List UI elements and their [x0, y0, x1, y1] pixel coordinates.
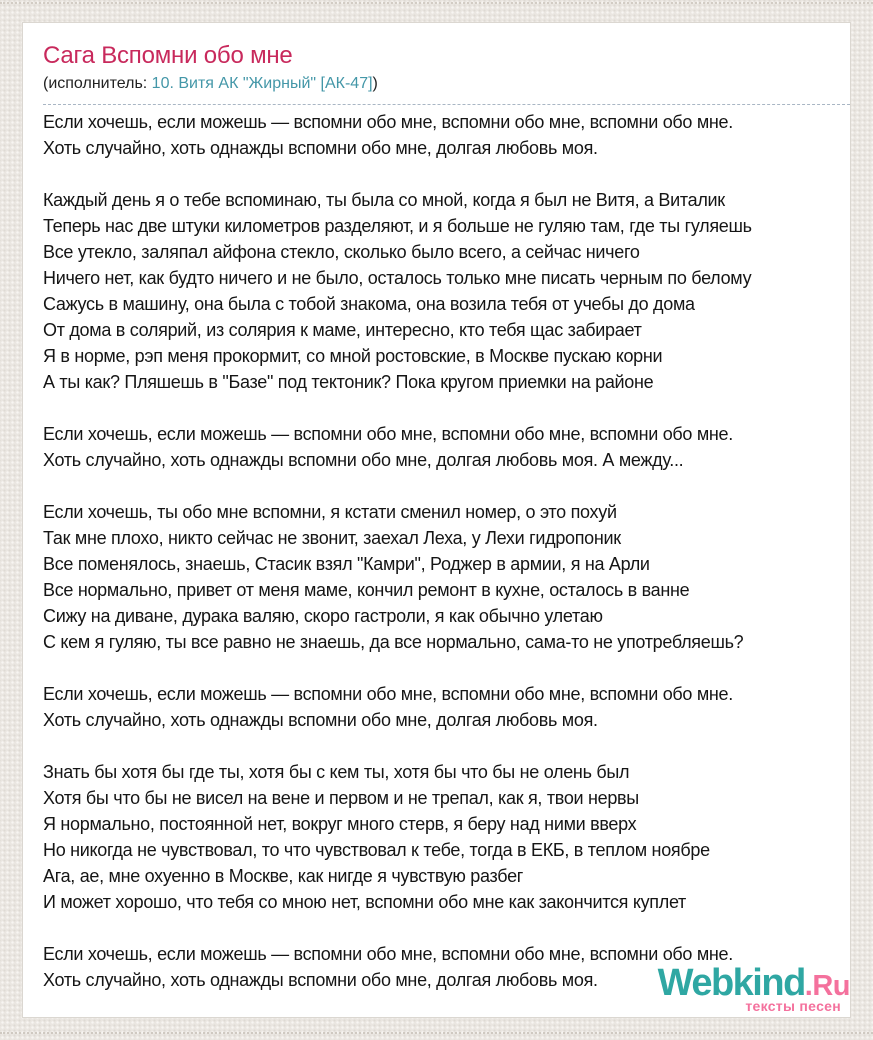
- webkind-logo-main: Webkind: [657, 962, 805, 1004]
- webkind-logo-suffix: .Ru: [804, 970, 850, 1002]
- top-dotted-divider: [0, 2, 873, 4]
- page-title: Сага Вспомни обо мне: [43, 42, 293, 69]
- artist-label: (исполнитель:: [43, 75, 152, 92]
- lyric-line: А ты как? Пляшешь в "Базе" под тектоник? Пока кругом приемки на районе: [43, 369, 850, 395]
- lyric-line: Знать бы хотя бы где ты, хотя бы с кем ты, хотя бы что бы не олень был: [43, 759, 850, 785]
- lyric-line: Если хочешь, если можешь — вспомни обо мне, вспомни обо мне, вспомни обо мне.: [43, 421, 850, 447]
- lyric-line: Каждый день я о тебе вспоминаю, ты была со мной, когда я был не Витя, а Виталик: [43, 187, 850, 213]
- artist-row: [43, 71, 850, 105]
- lyric-line: Я нормально, постоянной нет, вокруг много стерв, я беру над ними вверх: [43, 811, 850, 837]
- lyric-line: Все поменялось, знаешь, Стасик взял "Камри", Роджер в армии, я на Арли: [43, 551, 850, 577]
- lyric-line: Хоть случайно, хоть однажды вспомни обо мне, долгая любовь моя.: [43, 967, 850, 993]
- lyric-line: От дома в солярий, из солярия к маме, интересно, кто тебя щас забирает: [43, 317, 850, 343]
- lyric-line: И может хорошо, что тебя со мною нет, вспомни обо мне как закончится куплет: [43, 889, 850, 915]
- lyric-line: Ага, ае, мне охуенно в Москве, как нигде я чувствую разбег: [43, 863, 850, 889]
- lyric-line: Теперь нас две штуки километров разделяют, и я больше не гуляю там, где ты гуляешь: [43, 213, 850, 239]
- webkind-logo-tagline: тексты песен: [745, 998, 841, 1014]
- lyric-line: Сижу на диване, дурака валяю, скоро гастроли, я как обычно улетаю: [43, 603, 850, 629]
- stanza: [43, 187, 850, 395]
- lyric-line: Если хочешь, если можешь — вспомни обо мне, вспомни обо мне, вспомни обо мне.: [43, 941, 850, 967]
- lyric-line: Хоть случайно, хоть однажды вспомни обо мне, долгая любовь моя.: [43, 707, 850, 733]
- stanza: [43, 499, 850, 655]
- lyric-line: С кем я гуляю, ты все равно не знаешь, да все нормально, сама-то не употребляешь?: [43, 629, 850, 655]
- stanza: [43, 109, 850, 161]
- bottom-dotted-divider: [0, 1032, 873, 1034]
- webkind-logo[interactable]: [658, 964, 850, 1013]
- lyric-line: Ничего нет, как будто ничего и не было, осталось только мне писать черным по белому: [43, 265, 850, 291]
- lyric-line: Хотя бы что бы не висел на вене и первом и не трепал, как я, твои нервы: [43, 785, 850, 811]
- lyrics: [43, 109, 850, 993]
- lyrics-card: [22, 22, 851, 1018]
- lyric-line: Так мне плохо, никто сейчас не звонит, заехал Леха, у Лехи гидропоник: [43, 525, 850, 551]
- lyric-line: Хоть случайно, хоть однажды вспомни обо мне, долгая любовь моя. А между...: [43, 447, 850, 473]
- artist-close-paren: ): [372, 75, 378, 92]
- stanza: [43, 681, 850, 733]
- lyric-line: Хоть случайно, хоть однажды вспомни обо мне, долгая любовь моя.: [43, 135, 850, 161]
- lyric-line: Я в норме, рэп меня прокормит, со мной ростовские, в Москве пускаю корни: [43, 343, 850, 369]
- lyric-line: Сажусь в машину, она была с тобой знакома, она возила тебя от учебы до дома: [43, 291, 850, 317]
- stanza: [43, 759, 850, 915]
- webkind-logo-wordmark: [658, 964, 850, 1002]
- lyric-line: Все утекло, заляпал айфона стекло, сколько было всего, а сейчас ничего: [43, 239, 850, 265]
- stanza: [43, 421, 850, 473]
- lyric-line: Если хочешь, ты обо мне вспомни, я кстати сменил номер, о это похуй: [43, 499, 850, 525]
- artist-link[interactable]: 10. Витя АК "Жирный" [АК-47]: [151, 75, 373, 92]
- lyric-line: Но никогда не чувствовал, то что чувствовал к тебе, тогда в ЕКБ, в теплом ноябре: [43, 837, 850, 863]
- lyric-line: Все нормально, привет от меня маме, кончил ремонт в кухне, осталось в ванне: [43, 577, 850, 603]
- lyric-line: Если хочешь, если можешь — вспомни обо мне, вспомни обо мне, вспомни обо мне.: [43, 109, 850, 135]
- lyric-line: Если хочешь, если можешь — вспомни обо мне, вспомни обо мне, вспомни обо мне.: [43, 681, 850, 707]
